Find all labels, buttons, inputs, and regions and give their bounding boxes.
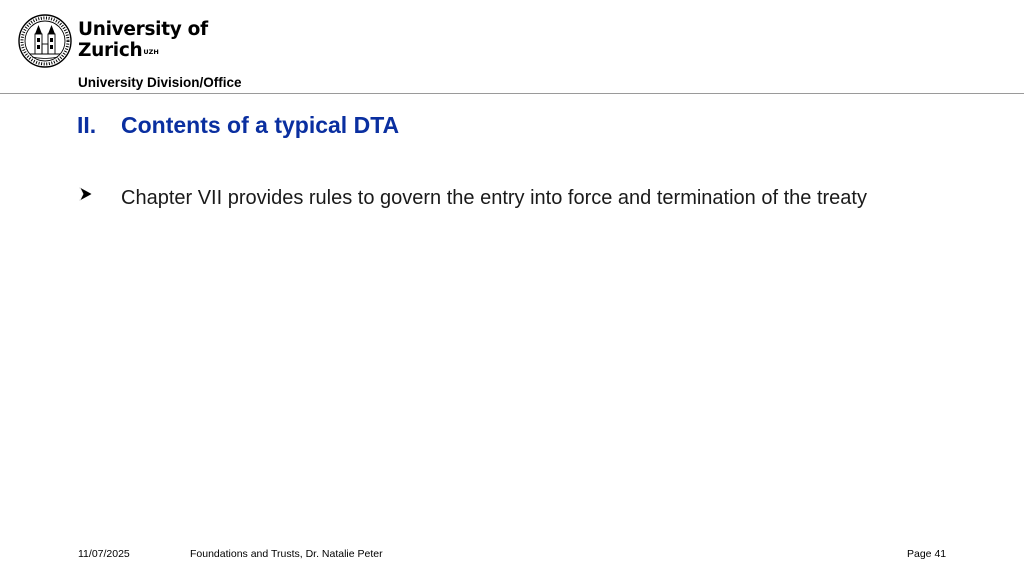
university-wordmark xyxy=(78,19,208,61)
footer-title: Foundations and Trusts, Dr. Natalie Peter xyxy=(190,548,383,560)
footer-date: 11/07/2025 xyxy=(78,548,130,560)
wordmark-uzh-superscript: UZH xyxy=(143,48,159,56)
wordmark-line-2 xyxy=(78,40,208,61)
arrowhead-bullet-icon xyxy=(77,186,93,202)
university-seal-logo xyxy=(18,14,72,68)
bullet-text: Chapter VII provides rules to govern the entry into force and termination of the treaty xyxy=(121,187,867,209)
footer-page-number: Page 41 xyxy=(907,548,947,560)
wordmark-line-1: University of xyxy=(78,19,208,40)
slide-title xyxy=(77,112,399,139)
title-number: II. xyxy=(77,112,97,138)
division-label: University Division/Office xyxy=(78,75,242,90)
title-text: Contents of a typical DTA xyxy=(121,112,400,138)
wordmark-zurich: Zurich xyxy=(78,40,143,61)
header-divider xyxy=(0,93,1024,94)
